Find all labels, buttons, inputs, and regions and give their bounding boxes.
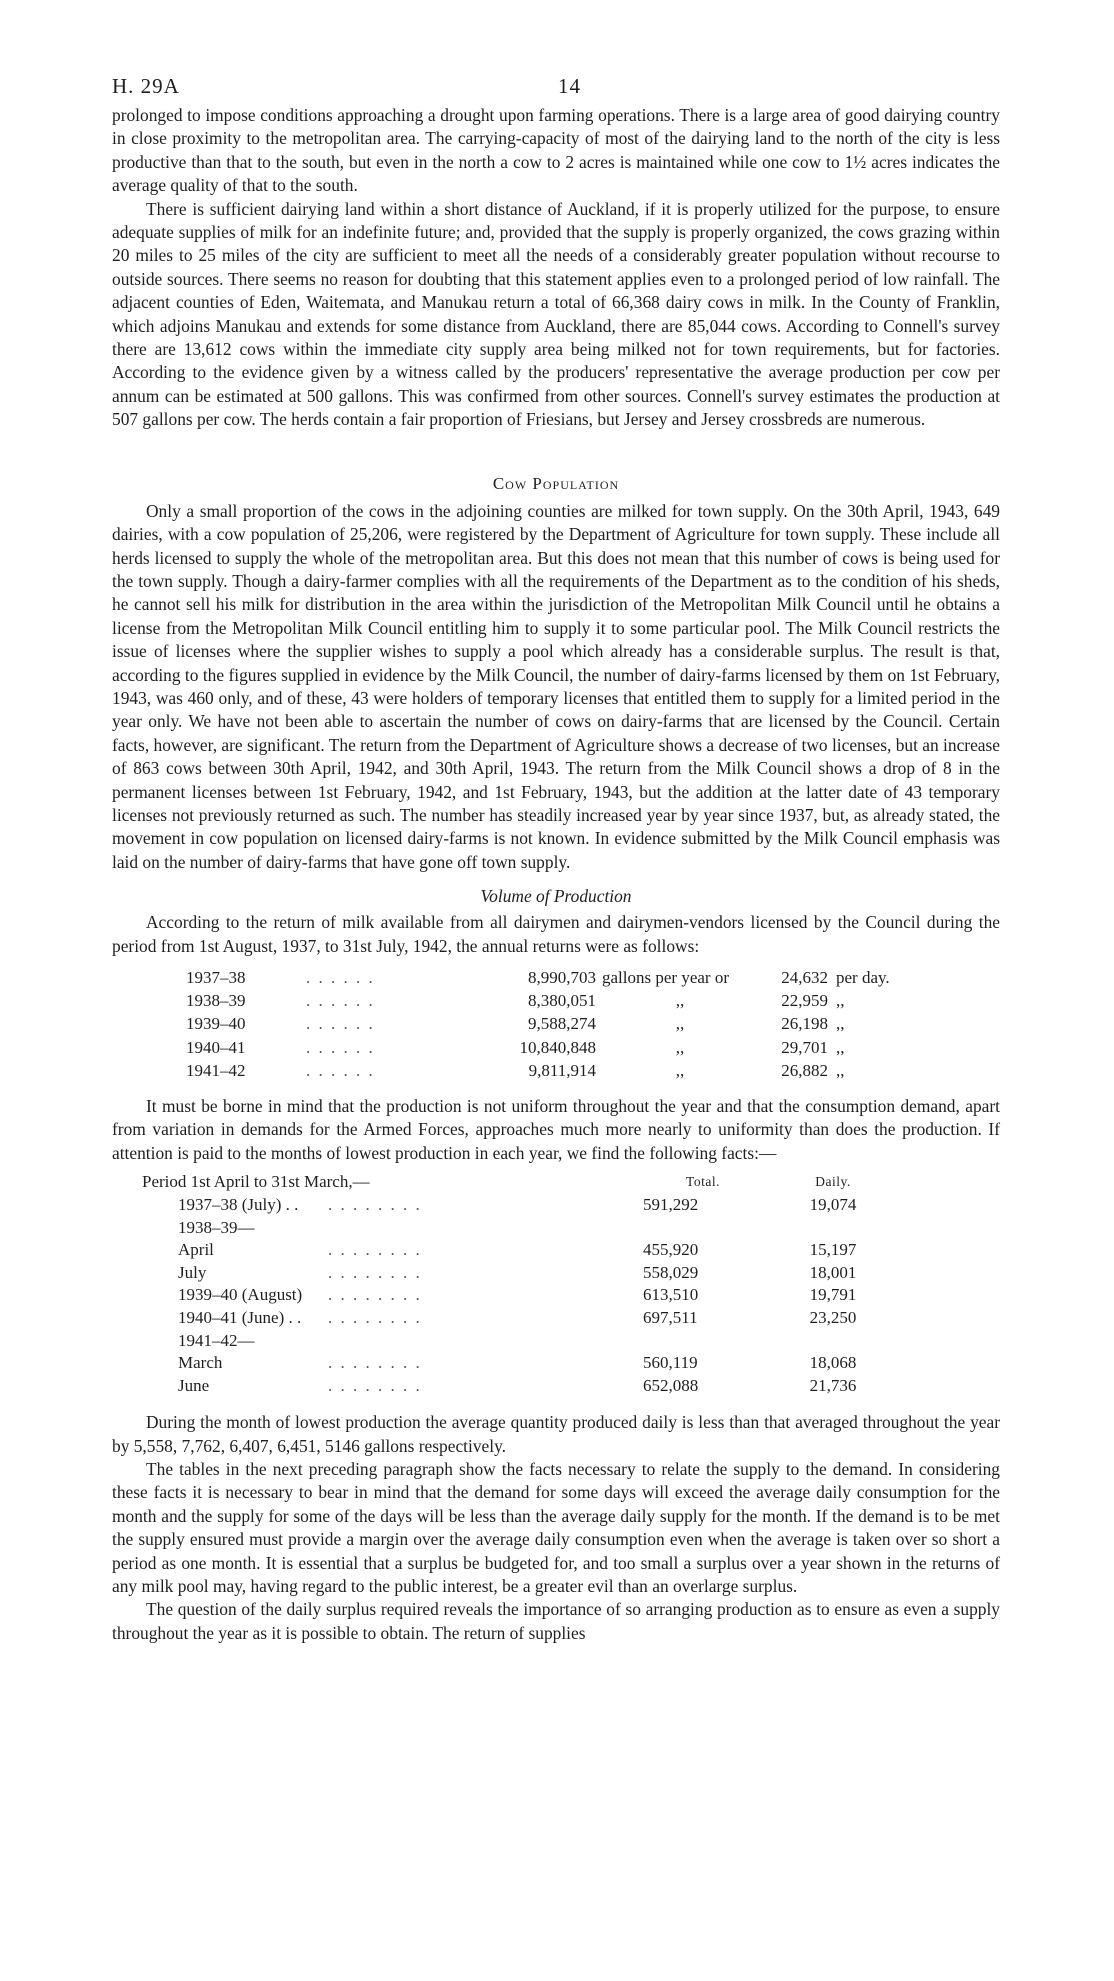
daily-cell: 19,791 [809,1285,857,1305]
leader-dots: . . . . . . [306,967,375,987]
suffix-cell: ,, [675,1037,685,1057]
table-row [142,1375,903,1398]
total-cell [643,1216,763,1239]
leader-dots: . . . . . . . . [328,1375,422,1395]
table-row [142,1307,903,1330]
table-row [142,1194,903,1217]
daily-cell: 18,001 [809,1262,857,1282]
period-label: Period 1st April to 31st March,— [142,1172,370,1192]
leader-dots [328,1216,643,1239]
intro-paragraph-1: prolonged to impose conditions approaching a drought upon farming operations. There is a large area of good dairying country in close proximity to the metropolitan area. The carrying-capacity of most of the dairying land to the north of the city is less productive than that to the south, but even in the north a cow to 2 acres is maintained while one cow to 1½ acres indicates the average quality of that to the south. [112,105,1000,196]
table-row [142,1239,903,1262]
total-cell: 591,292 [643,1195,699,1215]
gallons-cell: 8,380,051 [528,991,596,1011]
daily-cell: 24,632 [781,967,828,987]
leader-dots: . . . . . . [306,1014,375,1034]
daily-cell: 29,701 [781,1037,828,1057]
lowest-production-table [142,1171,903,1397]
daily-cell: 15,197 [809,1240,857,1260]
leader-dots: . . . . . . . . [328,1262,422,1282]
unit-cell: ,, [836,1037,845,1057]
daily-cell: 23,250 [809,1308,857,1328]
volume-intro-paragraph: According to the return of milk available from all dairymen and dairymen-vendors licensed by the Council during the period from 1st August, 1937, to 31st July, 1942, the annual returns were as follows: [112,912,1000,956]
total-cell: 652,088 [643,1375,699,1395]
volume-of-production-heading: Volume of Production [480,886,632,907]
table-row [186,1060,890,1083]
total-cell: 455,920 [643,1240,699,1260]
total-cell: 558,029 [643,1262,699,1282]
suffix-cell: ,, [675,1061,685,1081]
leader-dots: . . . . . . . . [328,1353,422,1373]
total-cell [643,1329,763,1352]
table-row [142,1262,903,1285]
closing-paragraph-2: The tables in the next preceding paragraph show the facts necessary to relate the supply to the demand. In considering these facts it is necessary to bear in mind that the demand for some days will exceed the average daily consumption for the month and the supply for some of the days will be less than the average daily supply for the month. If the demand is to be met the supply ensured must provide a margin over the average daily consumption even when the average is taken over so short a period as one month. It is essential that a surplus be budgeted for, and too small a surplus over a year shown in the returns of any milk pool may, having regard to the public interest, be a greater evil than an overlarge surplus. [112,1458,1000,1596]
column-header-total: Total. [686,1174,720,1190]
column-header-daily: Daily. [815,1174,851,1190]
unit-cell: ,, [836,1061,845,1081]
leader-dots: . . . . . . [306,991,375,1011]
table-row [142,1352,903,1375]
document-page [112,74,1000,1645]
daily-cell: 19,074 [809,1195,857,1215]
leader-dots: . . . . . . [306,1037,375,1057]
unit-cell: per day. [836,967,890,987]
table-header-row [142,1171,903,1194]
cow-population-paragraph: Only a small proportion of the cows in the adjoining counties are milked for town supply. On the 30th April, 1943, 649 dairies, with a cow population of 25,206, were registered by the Department of Agriculture for town supply. These include all herds licensed to supply the whole of the metropolitan area. But this does not mean that this number of cows is being used for the town supply. Though a dairy-farmer complies with all the requirements of the Department as to the condition of his sheds, he cannot sell his milk for distribution in the area within the jurisdiction of the Metropolitan Milk Council until he obtains a license from the Metropolitan Milk Council entitling him to supply it to some particular pool. The Milk Council restricts the issue of licenses where the supplier wishes to supply a pool which already has a considerable surplus. The result is that, according to the figures supplied in evidence by the Milk Council, the number of dairy-farms licensed by them on 1st February, 1943, was 460 only, and of these, 43 were holders of temporary licenses that entitled them to supply for a limited period in the year only. We have not been able to ascertain the number of cows on dairy-farms that are licensed by the Council. Certain facts, however, are significant. The return from the Department of Agriculture shows a decrease of two licenses, but an increase of 863 cows between 30th April, 1942, and 30th April, 1943. The return from the Milk Council shows a drop of 8 in the permanent licenses between 1st February, 1942, and 1st February, 1943, but the addition at the latter date of 43 temporary licenses not previously returned as such. The number has steadily increased year by year since 1937, but, as already stated, the movement in cow population on licensed dairy-farms is not known. In evidence submitted by the Milk Council emphasis was laid on the number of dairy-farms that have gone off town supply. [112,500,1000,872]
year-cell: 1940–41 [186,1037,246,1057]
closing-paragraph-3: The question of the daily surplus required reveals the importance of so arranging production as to ensure as even a supply throughout the year as it is possible to obtain. The return of supplies [112,1599,1000,1643]
total-cell: 697,511 [643,1308,698,1328]
row-label: July [178,1262,207,1282]
annual-returns-table [186,966,890,1083]
row-label: June [178,1375,210,1395]
row-label: 1940–41 (June) . . [178,1308,302,1328]
gallons-cell: 9,588,274 [528,1014,596,1034]
page-number: 14 [558,74,581,98]
gallons-cell: 9,811,914 [528,1061,596,1081]
table-row [142,1284,903,1307]
table-row [186,1013,890,1036]
table-row [186,966,890,989]
leader-dots: . . . . . . . . [328,1285,422,1305]
daily-cell: 26,882 [781,1061,828,1081]
table-row [142,1329,903,1352]
row-label: 1938–39— [178,1217,255,1237]
suffix-cell: ,, [675,991,685,1011]
daily-cell [763,1216,903,1239]
row-label: 1939–40 (August) [178,1285,303,1305]
row-label: March [178,1353,223,1373]
daily-cell: 21,736 [809,1375,857,1395]
total-cell: 613,510 [643,1285,699,1305]
document-reference: H. 29A [112,74,180,98]
running-head [112,74,1000,104]
gallons-cell: 8,990,703 [528,967,596,987]
suffix-cell: ,, [675,1014,685,1034]
volume-middle-paragraph: It must be borne in mind that the production is not uniform throughout the year and that the consumption demand, apart from variation in demands for the Armed Forces, approaches much more nearly to uniformity than does the production. If attention is paid to the months of lowest production in each year, we find the following facts:— [112,1095,1000,1163]
row-label: 1937–38 (July) . . [178,1195,299,1215]
table-row [142,1216,903,1239]
gallons-cell: 10,840,848 [519,1037,596,1057]
suffix-cell: gallons per year or [602,967,729,987]
daily-cell: 18,068 [809,1353,857,1373]
year-cell: 1941–42 [186,1061,246,1081]
closing-paragraph-1: During the month of lowest production the average quantity produced daily is less than that averaged throughout the year by 5,558, 7,762, 6,407, 6,451, 5146 gallons respectively. [112,1412,1000,1456]
daily-cell [763,1329,903,1352]
table-row [186,989,890,1012]
year-cell: 1939–40 [186,1014,246,1034]
table-row [186,1036,890,1059]
leader-dots: . . . . . . . . [328,1240,422,1260]
daily-cell: 22,959 [781,991,828,1011]
row-label: 1941–42— [178,1330,255,1350]
row-label: April [178,1240,214,1260]
leader-dots: . . . . . . . . [328,1308,422,1328]
leader-dots: . . . . . . [306,1061,375,1081]
total-cell: 560,119 [643,1353,698,1373]
leader-dots: . . . . . . . . [328,1195,422,1215]
unit-cell: ,, [836,991,845,1011]
unit-cell: ,, [836,1014,845,1034]
daily-cell: 26,198 [781,1014,828,1034]
year-cell: 1938–39 [186,991,246,1011]
year-cell: 1937–38 [186,967,246,987]
intro-paragraph-2: There is sufficient dairying land within a short distance of Auckland, if it is properly utilized for the purpose, to ensure adequate supplies of milk for an indefinite future; and, provided that the supply is properly organized, the cows grazing within 20 miles to 25 miles of the city are sufficient to meet all the needs of a considerably greater population without recourse to outside sources. There seems no reason for doubting that this statement applies even to a prolonged period of low rainfall. The adjacent counties of Eden, Waitemata, and Manukau return a total of 66,368 dairy cows in milk. In the County of Franklin, which adjoins Manukau and extends for some distance from Auckland, there are 85,044 cows. According to Connell's survey there are 13,612 cows within the immediate city supply area being milked not for town requirements, but for factories. According to the evidence given by a witness called by the producers' representative the average production per cow per annum can be estimated at 500 gallons. This was confirmed from other sources. Connell's survey estimates the production at 507 gallons per cow. The herds contain a fair proportion of Friesians, but Jersey and Jersey crossbreds are numerous. [112,198,1000,430]
cow-population-heading: Cow Population [492,473,620,493]
leader-dots [328,1329,643,1352]
